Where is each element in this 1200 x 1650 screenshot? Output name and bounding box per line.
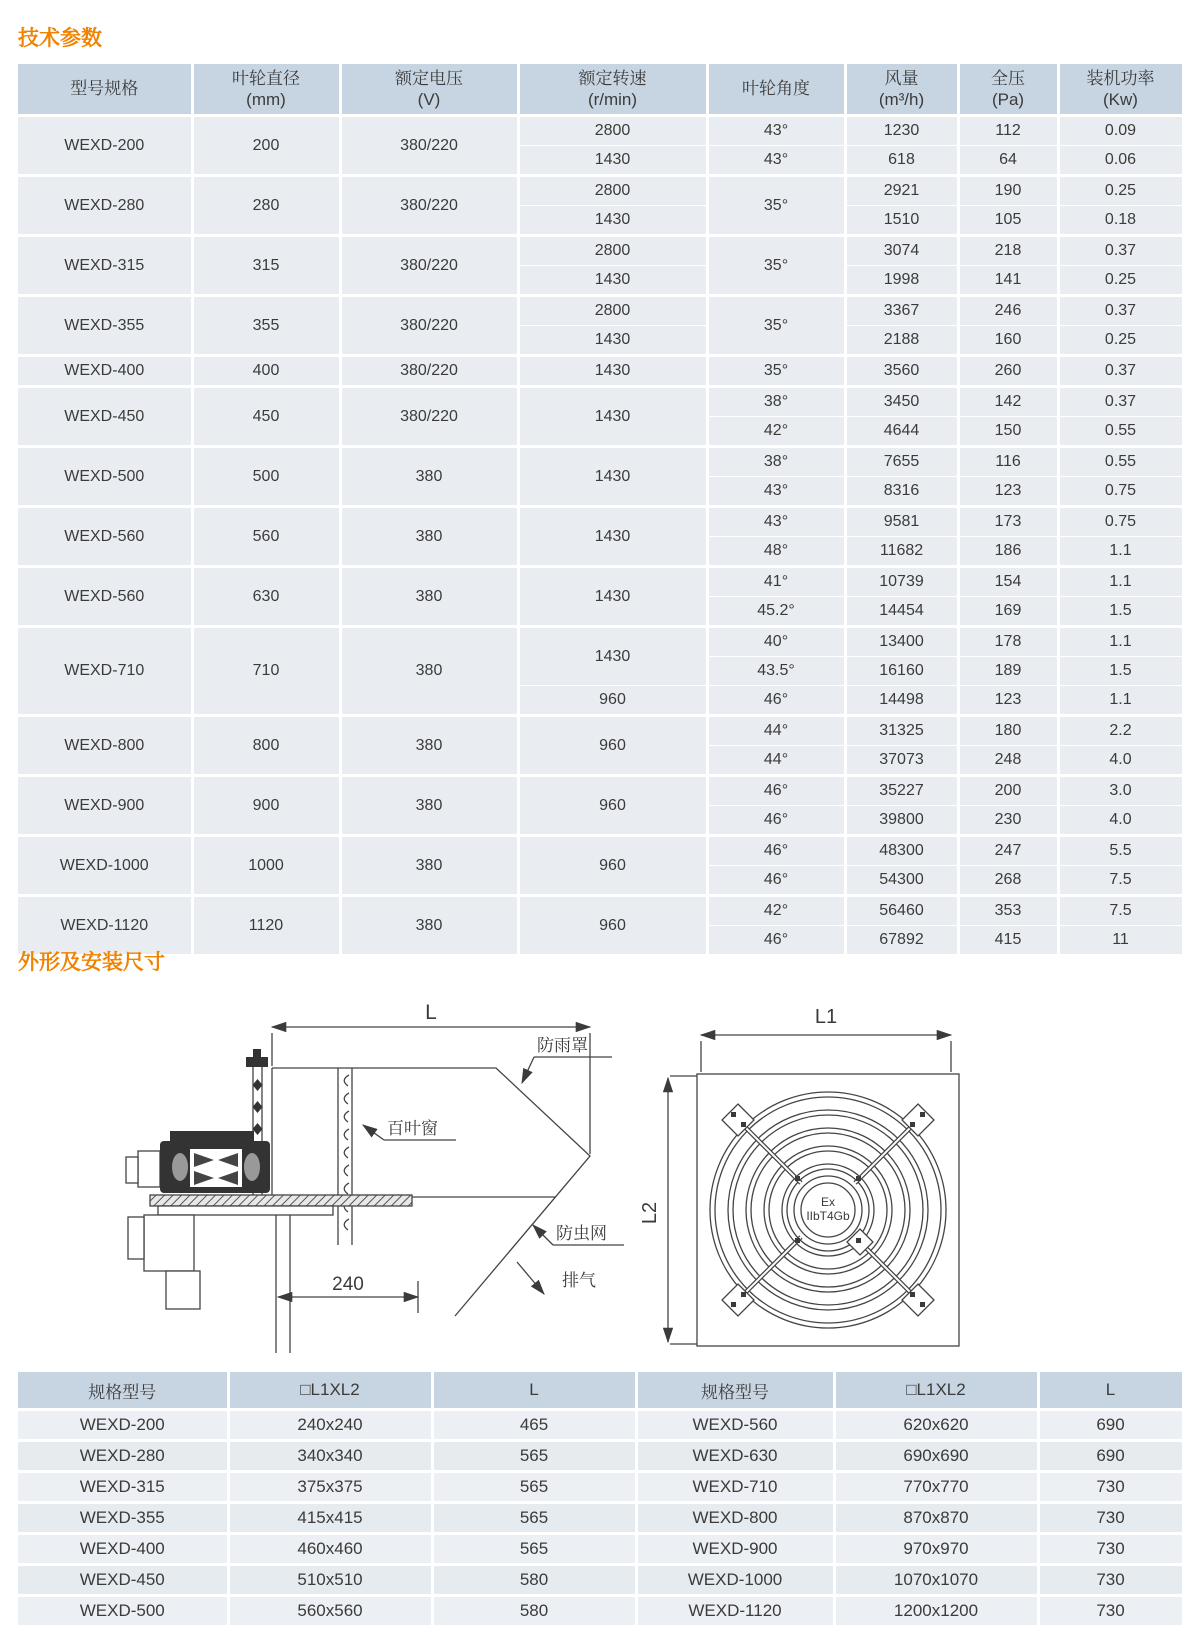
cell-pressure: 150 xyxy=(958,417,1058,447)
exhaust-arrow xyxy=(517,1262,544,1294)
cell-l1xl2: 415x415 xyxy=(228,1503,432,1534)
cell-diameter: 560 xyxy=(192,507,340,567)
cell-model: WEXD-560 xyxy=(636,1410,834,1441)
cell-model: WEXD-355 xyxy=(18,1503,228,1534)
label-insect-net: 防虫网 xyxy=(556,1224,607,1243)
cell-power: 0.37 xyxy=(1058,296,1183,326)
cell-power: 1.1 xyxy=(1058,686,1183,716)
dims-row xyxy=(18,1441,1183,1472)
cell-model: WEXD-200 xyxy=(18,1410,228,1441)
cell-pressure: 218 xyxy=(958,236,1058,266)
cell-pressure: 116 xyxy=(958,447,1058,477)
cell-angle: 46° xyxy=(707,926,845,956)
cell-power: 1.1 xyxy=(1058,567,1183,597)
cell-flow: 14454 xyxy=(845,597,958,627)
spec-row xyxy=(18,896,1183,926)
label-exhaust: 排气 xyxy=(562,1271,596,1290)
cell-angle: 44° xyxy=(707,716,845,746)
cell-voltage: 380/220 xyxy=(340,296,518,356)
cell-flow: 56460 xyxy=(845,896,958,926)
cell-pressure: 141 xyxy=(958,266,1058,296)
spec-col-header-4: 叶轮角度 xyxy=(707,64,845,116)
side-view-diagram xyxy=(100,990,630,1360)
cell-rpm: 1430 xyxy=(518,206,707,236)
cell-diameter: 900 xyxy=(192,776,340,836)
cell-flow: 14498 xyxy=(845,686,958,716)
spec-table-body xyxy=(18,116,1183,956)
cell-angle: 43° xyxy=(707,146,845,176)
cell-rpm: 960 xyxy=(518,716,707,776)
cell-power: 0.25 xyxy=(1058,176,1183,206)
spec-row xyxy=(18,116,1183,146)
cell-l: 465 xyxy=(432,1410,636,1441)
cell-model: WEXD-315 xyxy=(18,1472,228,1503)
spec-row xyxy=(18,567,1183,597)
cell-l: 730 xyxy=(1038,1565,1183,1596)
spec-row xyxy=(18,507,1183,537)
spec-row xyxy=(18,716,1183,746)
cell-flow: 1510 xyxy=(845,206,958,236)
cell-pressure: 169 xyxy=(958,597,1058,627)
cell-diameter: 1120 xyxy=(192,896,340,956)
cell-angle: 45.2° xyxy=(707,597,845,627)
cell-flow: 67892 xyxy=(845,926,958,956)
spec-col-header-5: 风量 (m³/h) xyxy=(845,64,958,116)
dim-label-240: 240 xyxy=(332,1274,364,1295)
cell-model: WEXD-710 xyxy=(18,627,192,716)
cell-angle: 43° xyxy=(707,116,845,146)
cell-model: WEXD-1000 xyxy=(18,836,192,896)
cell-rpm: 1430 xyxy=(518,627,707,686)
dims-row xyxy=(18,1503,1183,1534)
cell-flow: 35227 xyxy=(845,776,958,806)
cell-diameter: 500 xyxy=(192,447,340,507)
cell-l: 580 xyxy=(432,1565,636,1596)
dims-row xyxy=(18,1410,1183,1441)
label-rain-cover: 防雨罩 xyxy=(537,1036,588,1055)
cell-voltage: 380/220 xyxy=(340,236,518,296)
cell-rpm: 2800 xyxy=(518,176,707,206)
label-louver: 百叶窗 xyxy=(387,1119,438,1138)
cell-l1xl2: 870x870 xyxy=(834,1503,1038,1534)
cell-l: 565 xyxy=(432,1503,636,1534)
cell-flow: 48300 xyxy=(845,836,958,866)
cell-voltage: 380 xyxy=(340,836,518,896)
cell-angle: 43° xyxy=(707,507,845,537)
cell-pressure: 247 xyxy=(958,836,1058,866)
cell-power: 0.55 xyxy=(1058,447,1183,477)
cell-pressure: 123 xyxy=(958,477,1058,507)
cell-flow: 9581 xyxy=(845,507,958,537)
spec-col-header-2: 额定电压 (V) xyxy=(340,64,518,116)
cell-flow: 3367 xyxy=(845,296,958,326)
cell-power: 1.1 xyxy=(1058,627,1183,657)
spec-col-header-6: 全压 (Pa) xyxy=(958,64,1058,116)
spec-col-header-7: 装机功率 (Kw) xyxy=(1058,64,1183,116)
cell-voltage: 380/220 xyxy=(340,356,518,387)
cell-model: WEXD-800 xyxy=(18,716,192,776)
spec-table-head xyxy=(18,64,1183,116)
cell-power: 1.1 xyxy=(1058,537,1183,567)
cell-flow: 37073 xyxy=(845,746,958,776)
cell-rpm: 2800 xyxy=(518,296,707,326)
cell-angle: 40° xyxy=(707,627,845,657)
dims-table-head xyxy=(18,1372,1183,1410)
cell-model: WEXD-500 xyxy=(18,447,192,507)
cell-rpm: 1430 xyxy=(518,356,707,387)
junction-box xyxy=(144,1215,194,1271)
cell-pressure: 246 xyxy=(958,296,1058,326)
cell-l: 730 xyxy=(1038,1503,1183,1534)
dim-label-l1: L1 xyxy=(814,1006,838,1028)
cell-model: WEXD-560 xyxy=(18,507,192,567)
cell-power: 7.5 xyxy=(1058,866,1183,896)
cell-rpm: 2800 xyxy=(518,236,707,266)
dims-row xyxy=(18,1534,1183,1565)
cell-pressure: 178 xyxy=(958,627,1058,657)
dims-col-header-3: 规格型号 xyxy=(636,1372,834,1410)
cell-model: WEXD-400 xyxy=(18,356,192,387)
hub-marking-line2: IIbT4Gb xyxy=(806,1209,850,1223)
cell-diameter: 450 xyxy=(192,387,340,447)
spec-row xyxy=(18,296,1183,326)
spec-row xyxy=(18,447,1183,477)
spec-row xyxy=(18,776,1183,806)
cell-voltage: 380 xyxy=(340,567,518,627)
cell-angle: 35° xyxy=(707,356,845,387)
cell-diameter: 315 xyxy=(192,236,340,296)
cell-voltage: 380 xyxy=(340,507,518,567)
cell-pressure: 353 xyxy=(958,896,1058,926)
dim-label-l2: L2 xyxy=(639,1201,661,1225)
cell-flow: 3450 xyxy=(845,387,958,417)
spec-row xyxy=(18,176,1183,206)
cell-l: 730 xyxy=(1038,1596,1183,1627)
cell-flow: 7655 xyxy=(845,447,958,477)
cell-power: 0.18 xyxy=(1058,206,1183,236)
cell-flow: 618 xyxy=(845,146,958,176)
cell-angle: 35° xyxy=(707,296,845,356)
cell-pressure: 160 xyxy=(958,326,1058,356)
cell-angle: 43.5° xyxy=(707,657,845,686)
cell-pressure: 189 xyxy=(958,657,1058,686)
cell-model: WEXD-560 xyxy=(18,567,192,627)
spec-row xyxy=(18,387,1183,417)
dims-col-header-0: 规格型号 xyxy=(18,1372,228,1410)
cell-voltage: 380 xyxy=(340,447,518,507)
cell-voltage: 380 xyxy=(340,716,518,776)
spec-col-header-0: 型号规格 xyxy=(18,64,192,116)
cell-pressure: 186 xyxy=(958,537,1058,567)
cell-pressure: 230 xyxy=(958,806,1058,836)
cell-flow: 3560 xyxy=(845,356,958,387)
cell-l: 565 xyxy=(432,1534,636,1565)
cell-model: WEXD-630 xyxy=(636,1441,834,1472)
cell-rpm: 1430 xyxy=(518,146,707,176)
cell-power: 4.0 xyxy=(1058,806,1183,836)
cell-flow: 1998 xyxy=(845,266,958,296)
cell-model: WEXD-1120 xyxy=(636,1596,834,1627)
cell-pressure: 112 xyxy=(958,116,1058,146)
dims-col-header-1: □L1XL2 xyxy=(228,1372,432,1410)
cell-flow: 16160 xyxy=(845,657,958,686)
cell-power: 0.09 xyxy=(1058,116,1183,146)
cell-rpm: 1430 xyxy=(518,266,707,296)
cell-pressure: 268 xyxy=(958,866,1058,896)
cell-pressure: 64 xyxy=(958,146,1058,176)
cell-angle: 46° xyxy=(707,776,845,806)
cell-angle: 42° xyxy=(707,417,845,447)
cell-power: 0.37 xyxy=(1058,387,1183,417)
cell-rpm: 960 xyxy=(518,896,707,956)
cell-angle: 38° xyxy=(707,447,845,477)
cell-diameter: 800 xyxy=(192,716,340,776)
cell-angle: 35° xyxy=(707,176,845,236)
cell-l: 580 xyxy=(432,1596,636,1627)
cell-angle: 48° xyxy=(707,537,845,567)
cell-l: 730 xyxy=(1038,1534,1183,1565)
cell-angle: 46° xyxy=(707,866,845,896)
cell-flow: 10739 xyxy=(845,567,958,597)
cell-angle: 43° xyxy=(707,477,845,507)
cell-power: 7.5 xyxy=(1058,896,1183,926)
spec-col-header-1: 叶轮直径 (mm) xyxy=(192,64,340,116)
cell-l1xl2: 690x690 xyxy=(834,1441,1038,1472)
cell-l1xl2: 375x375 xyxy=(228,1472,432,1503)
dimensions-table xyxy=(18,1372,1185,1628)
cell-power: 0.37 xyxy=(1058,356,1183,387)
cell-l1xl2: 340x340 xyxy=(228,1441,432,1472)
dim-label-l: L xyxy=(425,1001,437,1024)
spec-row xyxy=(18,627,1183,657)
cell-model: WEXD-1120 xyxy=(18,896,192,956)
cell-power: 3.0 xyxy=(1058,776,1183,806)
cell-diameter: 355 xyxy=(192,296,340,356)
cell-pressure: 180 xyxy=(958,716,1058,746)
cell-model: WEXD-200 xyxy=(18,116,192,176)
cell-power: 4.0 xyxy=(1058,746,1183,776)
cell-l1xl2: 620x620 xyxy=(834,1410,1038,1441)
dims-row xyxy=(18,1596,1183,1627)
cell-l1xl2: 240x240 xyxy=(228,1410,432,1441)
cell-flow: 13400 xyxy=(845,627,958,657)
cell-flow: 54300 xyxy=(845,866,958,896)
cell-l: 565 xyxy=(432,1472,636,1503)
cell-l1xl2: 770x770 xyxy=(834,1472,1038,1503)
cell-angle: 35° xyxy=(707,236,845,296)
cell-rpm: 1430 xyxy=(518,326,707,356)
cell-power: 0.25 xyxy=(1058,326,1183,356)
dims-table-body xyxy=(18,1410,1183,1627)
rain-hood-outline xyxy=(272,1068,590,1316)
cell-model: WEXD-710 xyxy=(636,1472,834,1503)
cell-flow: 3074 xyxy=(845,236,958,266)
cell-pressure: 190 xyxy=(958,176,1058,206)
front-view-diagram xyxy=(620,990,1040,1360)
dims-col-header-4: □L1XL2 xyxy=(834,1372,1038,1410)
spec-table xyxy=(18,64,1185,957)
cell-angle: 46° xyxy=(707,836,845,866)
cell-power: 0.25 xyxy=(1058,266,1183,296)
cell-pressure: 173 xyxy=(958,507,1058,537)
cell-voltage: 380 xyxy=(340,896,518,956)
cell-flow: 1230 xyxy=(845,116,958,146)
cell-pressure: 415 xyxy=(958,926,1058,956)
cell-l1xl2: 560x560 xyxy=(228,1596,432,1627)
cell-l1xl2: 970x970 xyxy=(834,1534,1038,1565)
cell-pressure: 200 xyxy=(958,776,1058,806)
cell-diameter: 710 xyxy=(192,627,340,716)
cell-diameter: 280 xyxy=(192,176,340,236)
cell-angle: 46° xyxy=(707,806,845,836)
cell-rpm: 960 xyxy=(518,686,707,716)
cell-pressure: 123 xyxy=(958,686,1058,716)
cell-model: WEXD-900 xyxy=(636,1534,834,1565)
cell-voltage: 380/220 xyxy=(340,176,518,236)
dims-row xyxy=(18,1565,1183,1596)
cell-diameter: 1000 xyxy=(192,836,340,896)
cell-l1xl2: 1200x1200 xyxy=(834,1596,1038,1627)
cell-power: 1.5 xyxy=(1058,597,1183,627)
cell-model: WEXD-280 xyxy=(18,1441,228,1472)
cell-flow: 39800 xyxy=(845,806,958,836)
cell-model: WEXD-900 xyxy=(18,776,192,836)
cell-rpm: 1430 xyxy=(518,387,707,447)
cell-l1xl2: 460x460 xyxy=(228,1534,432,1565)
cell-l1xl2: 510x510 xyxy=(228,1565,432,1596)
cell-l: 690 xyxy=(1038,1441,1183,1472)
cell-rpm: 1430 xyxy=(518,507,707,567)
mounting-plate xyxy=(150,1195,412,1206)
cell-pressure: 154 xyxy=(958,567,1058,597)
cell-l: 565 xyxy=(432,1441,636,1472)
cell-rpm: 960 xyxy=(518,776,707,836)
cell-l: 730 xyxy=(1038,1472,1183,1503)
cell-rpm: 960 xyxy=(518,836,707,896)
cell-power: 0.75 xyxy=(1058,507,1183,537)
cell-model: WEXD-800 xyxy=(636,1503,834,1534)
cell-diameter: 200 xyxy=(192,116,340,176)
cell-voltage: 380 xyxy=(340,776,518,836)
cell-model: WEXD-355 xyxy=(18,296,192,356)
cell-angle: 38° xyxy=(707,387,845,417)
cell-voltage: 380/220 xyxy=(340,387,518,447)
spec-row xyxy=(18,356,1183,387)
cell-flow: 2188 xyxy=(845,326,958,356)
cell-flow: 2921 xyxy=(845,176,958,206)
hub-marking-line1: Ex xyxy=(820,1195,836,1209)
cell-angle: 42° xyxy=(707,896,845,926)
cell-flow: 4644 xyxy=(845,417,958,447)
cell-power: 0.06 xyxy=(1058,146,1183,176)
section-title-specs: 技术参数 xyxy=(18,27,102,50)
cell-angle: 41° xyxy=(707,567,845,597)
cell-rpm: 1430 xyxy=(518,567,707,627)
dims-col-header-5: L xyxy=(1038,1372,1183,1410)
cell-power: 0.55 xyxy=(1058,417,1183,447)
cell-model: WEXD-450 xyxy=(18,1565,228,1596)
dims-col-header-2: L xyxy=(432,1372,636,1410)
cell-pressure: 260 xyxy=(958,356,1058,387)
spec-row xyxy=(18,836,1183,866)
cell-model: WEXD-400 xyxy=(18,1534,228,1565)
cell-diameter: 400 xyxy=(192,356,340,387)
cell-power: 11 xyxy=(1058,926,1183,956)
cell-angle: 46° xyxy=(707,686,845,716)
cell-pressure: 105 xyxy=(958,206,1058,236)
cell-power: 0.37 xyxy=(1058,236,1183,266)
cell-power: 5.5 xyxy=(1058,836,1183,866)
cell-pressure: 248 xyxy=(958,746,1058,776)
cell-flow: 11682 xyxy=(845,537,958,567)
cell-pressure: 142 xyxy=(958,387,1058,417)
cell-voltage: 380 xyxy=(340,627,518,716)
cell-model: WEXD-500 xyxy=(18,1596,228,1627)
cell-model: WEXD-450 xyxy=(18,387,192,447)
cell-diameter: 630 xyxy=(192,567,340,627)
cell-rpm: 2800 xyxy=(518,116,707,146)
cell-l: 690 xyxy=(1038,1410,1183,1441)
cell-power: 0.75 xyxy=(1058,477,1183,507)
cell-model: WEXD-315 xyxy=(18,236,192,296)
cell-model: WEXD-280 xyxy=(18,176,192,236)
dims-row xyxy=(18,1472,1183,1503)
cell-flow: 31325 xyxy=(845,716,958,746)
section-title-dimensions: 外形及安装尺寸 xyxy=(18,951,165,974)
cell-power: 1.5 xyxy=(1058,657,1183,686)
cell-l1xl2: 1070x1070 xyxy=(834,1565,1038,1596)
cell-model: WEXD-1000 xyxy=(636,1565,834,1596)
louver-slats xyxy=(344,1075,349,1230)
cell-power: 2.2 xyxy=(1058,716,1183,746)
cell-voltage: 380/220 xyxy=(340,116,518,176)
cell-flow: 8316 xyxy=(845,477,958,507)
spec-row xyxy=(18,236,1183,266)
cell-angle: 44° xyxy=(707,746,845,776)
cell-rpm: 1430 xyxy=(518,447,707,507)
spec-col-header-3: 额定转速 (r/min) xyxy=(518,64,707,116)
